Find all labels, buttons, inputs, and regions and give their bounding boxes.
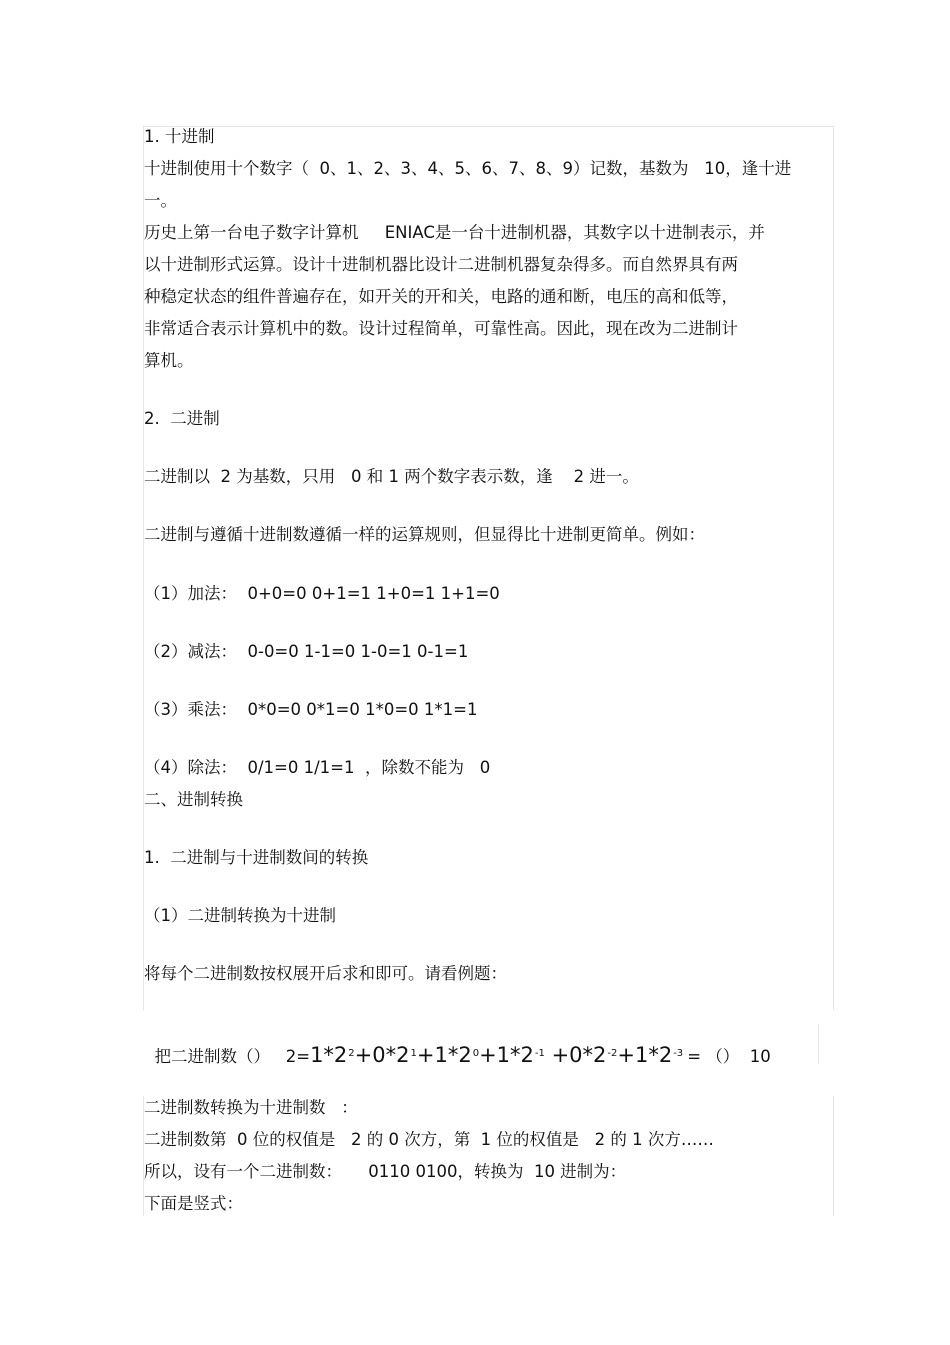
formula-term: $+0*2^{-2}$	[544, 1043, 618, 1067]
formula-right-rule	[818, 1024, 819, 1064]
paragraph-line: 所以，设有一个二进制数： 0110 0100，转换为 10 进制为：	[144, 1162, 627, 1181]
paragraph-line: 将每个二进制数按权展开后求和即可。请看例题：	[144, 964, 507, 983]
paragraph-line: 算机。	[144, 351, 194, 370]
heading-decimal: 1. 十进制	[144, 127, 215, 146]
rule-division: （4）除法： 0/1=0 1/1=1 ，除数不能为 0	[144, 758, 491, 777]
paragraph-line: 十进制使用十个数字（ 0、1、2、3、4、5、6、7、8、9）记数，基数为 10，逢十进	[144, 159, 792, 178]
heading-conversion: 二、进制转换	[144, 790, 243, 809]
paragraph-line: 历史上第一台电子数字计算机 ENIAC是一台十进制机器，其数字以十进制表示，并	[144, 223, 765, 242]
formula-term: $+1*2^{-3}$	[617, 1043, 684, 1067]
rule-addition: （1）加法： 0+0=0 0+1=1 1+0=1 1+1=0	[144, 584, 500, 603]
heading-binary: 2. 二进制	[144, 409, 220, 428]
paragraph-line: 一。	[144, 191, 177, 210]
paragraph-line: 二进制与遵循十进制数遵循一样的运算规则，但显得比十进制更简单。例如：	[144, 525, 705, 544]
formula-term: $+0*2^1$	[354, 1043, 417, 1067]
formula-term: $+1*2^{-1}$	[479, 1043, 545, 1067]
paragraph-line: 非常适合表示计算机中的数。设计过程简单，可靠性高。因此，现在改为二进制计	[144, 319, 738, 338]
paragraph-line: 二进制数转换为十进制数 ：	[144, 1098, 358, 1117]
paragraph-line: 二进制数第 0 位的权值是 2 的 0 次方，第 1 位的权值是 2 的 1 次方……	[144, 1130, 714, 1149]
formula-prefix: 把二进制数（） 2=	[154, 1047, 311, 1066]
right-rule	[833, 126, 834, 1010]
conversion-formula	[144, 1024, 771, 1067]
formula-term: $1*2^2$	[310, 1043, 355, 1067]
paragraph-line: 以十进制形式运算。设计十进制机器比设计二进制机器复杂得多。而自然界具有两	[144, 255, 738, 274]
paragraph-line: 二进制以 2 为基数，只用 0 和 1 两个数字表示数，逢 2 进一。	[144, 467, 639, 486]
paragraph-line: 下面是竖式：	[144, 1194, 243, 1213]
top-rule	[144, 126, 834, 127]
rule-subtraction: （2）减法： 0-0=0 1-1=0 1-0=1 0-1=1	[144, 642, 469, 661]
formula-suffix: = （） 10	[687, 1047, 771, 1066]
rule-multiplication: （3）乘法： 0*0=0 0*1=0 1*0=0 1*1=1	[144, 700, 478, 719]
formula-term: $+1*2^0$	[416, 1043, 480, 1067]
lower-right-rule	[833, 1096, 834, 1216]
subheading-binary-decimal: 1. 二进制与十进制数间的转换	[144, 848, 369, 867]
paragraph-line: 种稳定状态的组件普遍存在，如开关的开和关，电路的通和断，电压的高和低等，	[144, 287, 738, 306]
subheading-binary-to-decimal: （1）二进制转换为十进制	[144, 906, 336, 925]
